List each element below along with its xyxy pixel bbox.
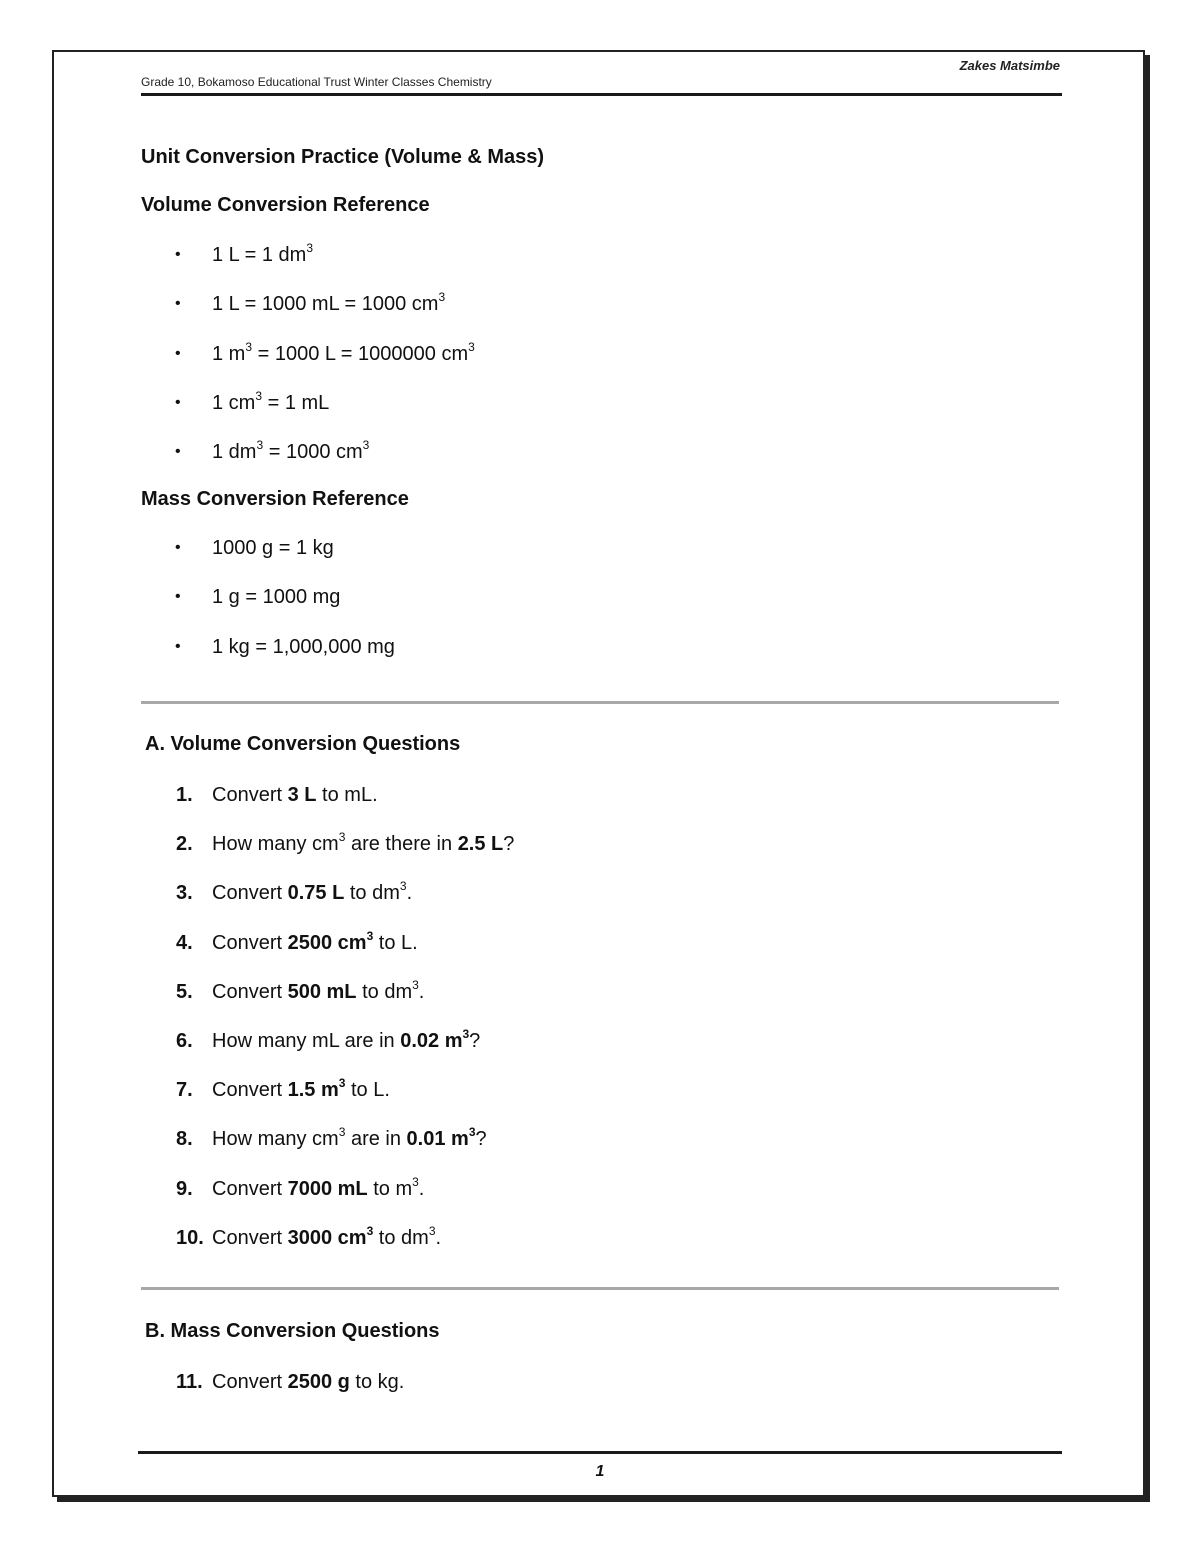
question-number: 4.: [176, 931, 193, 954]
list-item: [141, 582, 395, 631]
question-number: 7.: [176, 1079, 193, 1102]
question-text: Convert 500 mL to $dm^3$.: [212, 977, 425, 1003]
question-number: 10.: [176, 1226, 204, 1249]
reference-text: 1 L = 1000 mL = 1000 $cm^3$: [212, 290, 446, 316]
page-header: [141, 52, 1062, 96]
section-divider: [141, 701, 1059, 704]
bullet-icon: •: [175, 637, 181, 655]
reference-text: 1 $m^3 = 1000$ L = 1000000 $cm^3$: [212, 339, 475, 365]
question-text: Convert 2500 $cm^3$ to L.: [212, 928, 418, 954]
reference-text: 1 L = 1 $dm^3$: [212, 241, 314, 266]
bullet-icon: •: [175, 588, 181, 606]
question-text: Convert 0.75 L to $dm^3$.: [212, 879, 413, 905]
list-item: [141, 437, 475, 486]
course-title: Grade 10, Bokamoso Educational Trust Winter Classes Chemistry: [141, 75, 492, 89]
question-text: Convert 1.5 $m^3$ to L.: [212, 1076, 390, 1102]
list-item: [141, 339, 475, 388]
question-number: 6.: [176, 1029, 193, 1052]
list-item: [141, 533, 395, 582]
question-number: 8.: [176, 1128, 193, 1151]
mass-reference-heading: Mass Conversion Reference: [141, 488, 409, 510]
bullet-icon: •: [175, 393, 181, 411]
reference-text: 1000 g = 1 kg: [212, 537, 334, 559]
bullet-icon: •: [175, 539, 181, 556]
bullet-icon: •: [175, 443, 181, 461]
page-number: 1: [595, 1463, 605, 1480]
bullet-icon: •: [175, 344, 181, 362]
author-name: Zakes Matsimbe: [959, 58, 1060, 73]
question-text: How many $cm^3$ are in 0.01 $m^3$?: [212, 1125, 487, 1151]
question-number: 3.: [176, 882, 193, 905]
reference-text: 1 g = 1000 mg: [212, 586, 341, 609]
question-text: Convert 2500 g to kg.: [212, 1371, 405, 1393]
section-divider: [141, 1287, 1059, 1290]
reference-text: 1 kg = 1,000,000 mg: [212, 635, 395, 658]
page-title: Unit Conversion Practice (Volume & Mass): [141, 146, 545, 168]
question-text: How many $cm^3$ are there in 2.5 L?: [212, 830, 515, 856]
bullet-icon: •: [175, 295, 181, 313]
question-number: 2.: [176, 833, 193, 856]
list-item: [141, 289, 475, 338]
reference-text: 1 $cm^3 = 1$ mL: [212, 388, 330, 414]
question-number: 11.: [176, 1371, 203, 1393]
mass-reference-list: [141, 533, 395, 681]
question-number: 9.: [176, 1177, 193, 1200]
volume-reference-heading: Volume Conversion Reference: [141, 194, 430, 216]
section-a-heading: A. Volume Conversion Questions: [145, 733, 461, 755]
footer-rule: [138, 1451, 1062, 1454]
question-number: 1.: [176, 784, 193, 806]
section-b-heading: B. Mass Conversion Questions: [145, 1320, 440, 1342]
list-item: [141, 240, 475, 289]
question-text: Convert 7000 mL to $m^3$.: [212, 1174, 425, 1200]
list-item: [141, 632, 395, 681]
question-text: Convert 3 L to mL.: [212, 784, 378, 806]
bullet-icon: •: [175, 246, 181, 263]
list-item: [141, 388, 475, 437]
question-number: 5.: [176, 980, 193, 1003]
reference-text: 1 $dm^3 = 1000$ $cm^3$: [212, 438, 370, 464]
volume-reference-list: [141, 240, 475, 486]
question-text: Convert 3000 $cm^3$ to $dm^3$.: [212, 1223, 442, 1249]
question-text: How many mL are in 0.02 $m^3$?: [212, 1026, 481, 1052]
